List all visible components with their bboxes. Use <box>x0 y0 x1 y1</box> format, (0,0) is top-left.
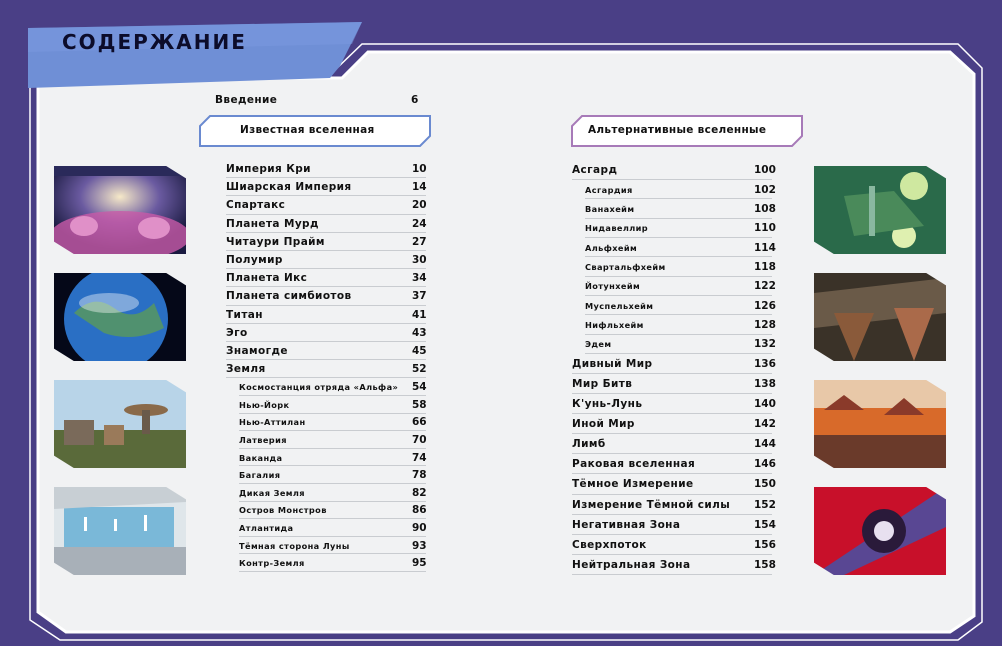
known-toc-entry[interactable] <box>226 324 436 342</box>
known-toc-entry[interactable] <box>226 178 436 196</box>
alt-toc-entry[interactable] <box>572 335 782 354</box>
known-universe-title: Известная вселенная <box>240 124 375 136</box>
known-universe-toc <box>226 160 436 580</box>
known-toc-entry[interactable] <box>226 378 436 396</box>
toc-entry-label: Латверия <box>239 434 287 445</box>
shiar-empire-thumbnail <box>54 273 186 361</box>
known-toc-entry[interactable] <box>226 466 436 484</box>
toc-entry-page: 126 <box>754 299 776 312</box>
intro-label: Введение <box>215 94 278 106</box>
known-toc-entry[interactable] <box>226 306 436 324</box>
alt-universes-toc <box>572 160 782 580</box>
toc-entry-page: 86 <box>412 504 427 517</box>
known-toc-entry[interactable] <box>226 484 436 502</box>
toc-entry-page: 24 <box>412 217 427 230</box>
alt-toc-entry[interactable] <box>572 374 782 394</box>
toc-entry-page: 95 <box>412 557 427 570</box>
alt-toc-entry[interactable] <box>572 555 782 575</box>
toc-entry-page: 152 <box>754 498 776 511</box>
toc-entry-label: Титан <box>226 308 263 321</box>
alt-toc-entry[interactable] <box>572 277 782 296</box>
toc-entry-label: Альфхейм <box>585 242 638 253</box>
toc-entry-page: 78 <box>412 469 427 482</box>
toc-entry-page: 52 <box>412 363 427 376</box>
toc-entry-label: Космостанция отряда «Альфа» <box>239 382 399 393</box>
toc-entry-page: 110 <box>754 222 776 235</box>
toc-entry-label: Ванахейм <box>585 204 635 215</box>
toc-entry-label: Планета симбиотов <box>226 290 352 303</box>
known-toc-entry[interactable] <box>226 502 436 520</box>
known-toc-entry[interactable] <box>226 287 436 305</box>
alt-toc-entry[interactable] <box>572 434 782 454</box>
toc-entry-page: 58 <box>412 398 427 411</box>
toc-entry-label: Нью-Аттилан <box>239 417 306 428</box>
toc-entry-page: 158 <box>754 558 776 571</box>
alt-toc-entry[interactable] <box>572 180 782 199</box>
known-toc-entry[interactable] <box>226 251 436 269</box>
toc-entry-label: Муспельхейм <box>585 300 654 311</box>
known-toc-entry[interactable] <box>226 342 436 360</box>
toc-entry-page: 30 <box>412 254 427 267</box>
toc-entry-page: 14 <box>412 181 427 194</box>
toc-entry-label: Планета Икс <box>226 272 308 285</box>
toc-entry-page: 156 <box>754 538 776 551</box>
toc-entry-page: 144 <box>754 438 776 451</box>
alt-toc-entry[interactable] <box>572 238 782 257</box>
toc-entry-page: 146 <box>754 458 776 471</box>
toc-entry-label: Тёмная сторона Луны <box>239 540 350 551</box>
toc-entry-label: Багалия <box>239 470 281 481</box>
toc-entry-label: Йотунхейм <box>585 281 641 292</box>
alt-toc-entry[interactable] <box>572 454 782 474</box>
alt-toc-entry[interactable] <box>572 394 782 414</box>
toc-entry-page: 150 <box>754 478 776 491</box>
toc-entry-label: Лимб <box>572 438 606 451</box>
toc-entry-page: 70 <box>412 433 427 446</box>
toc-entry-label: Планета Мурд <box>226 217 319 230</box>
toc-entry-page: 122 <box>754 280 776 293</box>
alt-universes-title: Альтернативные вселенные <box>588 124 767 136</box>
toc-entry-label: Остров Монстров <box>239 505 327 516</box>
toc-entry-page: 41 <box>412 308 427 321</box>
toc-entry-label: Полумир <box>226 254 283 267</box>
toc-entry-page: 108 <box>754 203 776 216</box>
toc-entry-label: Атлантида <box>239 522 294 533</box>
toc-entry-label: Дивный Мир <box>572 357 653 370</box>
alt-toc-entry[interactable] <box>572 219 782 238</box>
toc-entry-page: 82 <box>412 486 427 499</box>
toc-entry-label: Спартакс <box>226 199 286 212</box>
toc-entry-label: Земля <box>226 363 266 376</box>
toc-divider <box>572 574 772 575</box>
alt-toc-entry[interactable] <box>572 199 782 218</box>
toc-entry-page: 138 <box>754 377 776 390</box>
toc-entry-label: Асгард <box>572 164 618 177</box>
alt-toc-entry[interactable] <box>572 257 782 276</box>
alt-toc-entry[interactable] <box>572 354 782 374</box>
toc-entry-label: Нью-Йорк <box>239 399 290 410</box>
known-toc-entry[interactable] <box>226 215 436 233</box>
toc-entry-label: Негативная Зона <box>572 518 681 531</box>
toc-entry-label: Нейтральная Зона <box>572 558 691 571</box>
toc-entry-page: 102 <box>754 183 776 196</box>
toc-entry-label: Свартальфхейм <box>585 261 666 272</box>
alt-toc-entry[interactable] <box>572 160 782 180</box>
toc-entry-label: Нифльхейм <box>585 319 644 330</box>
toc-entry-label: Эго <box>226 326 248 339</box>
toc-entry-page: 43 <box>412 326 427 339</box>
toc-divider <box>239 571 426 572</box>
known-toc-entry[interactable] <box>226 414 436 432</box>
toc-entry-page: 114 <box>754 241 776 254</box>
known-toc-entry[interactable] <box>226 554 436 572</box>
toc-entry-label: Сверхпоток <box>572 538 647 551</box>
toc-entry-page: 118 <box>754 260 776 273</box>
toc-entry-label: Знамогде <box>226 345 288 358</box>
toc-entry-label: Империя Кри <box>226 163 311 176</box>
toc-entry-page: 90 <box>412 521 427 534</box>
toc-entry-label: Контр-Земля <box>239 558 305 569</box>
kunlun-thumbnail <box>814 380 946 468</box>
cancerverse-thumbnail <box>814 487 946 575</box>
toc-entry-page: 132 <box>754 338 776 351</box>
alt-toc-entry[interactable] <box>572 535 782 555</box>
known-toc-entry[interactable] <box>226 233 436 251</box>
toc-entry-label: Асгардия <box>585 184 633 195</box>
toc-entry-label: Мир Битв <box>572 377 633 390</box>
intro-page: 6 <box>411 94 419 106</box>
toc-entry-label: Нидавеллир <box>585 223 649 234</box>
planet-thumbnail-city <box>54 380 186 468</box>
alt-toc-entry[interactable] <box>572 474 782 494</box>
toc-entry-page: 54 <box>412 381 427 394</box>
toc-entry-page: 93 <box>412 539 427 552</box>
known-toc-entry[interactable] <box>226 160 436 178</box>
toc-entry-page: 27 <box>412 235 427 248</box>
known-toc-entry[interactable] <box>226 431 436 449</box>
toc-entry-page: 154 <box>754 518 776 531</box>
toc-entry-label: Измерение Тёмной силы <box>572 498 731 511</box>
known-toc-entry[interactable] <box>226 449 436 467</box>
toc-entry-label: Шиарская Империя <box>226 181 352 194</box>
toc-entry-page: 45 <box>412 345 427 358</box>
known-toc-entry[interactable] <box>226 519 436 537</box>
alt-toc-entry[interactable] <box>572 315 782 334</box>
vanaheim-thumbnail <box>814 273 946 361</box>
toc-entry-label: Эдем <box>585 339 612 350</box>
toc-entry-page: 74 <box>412 451 427 464</box>
toc-entry-label: Тёмное Измерение <box>572 478 694 491</box>
toc-entry-label: К'унь-Лунь <box>572 398 643 411</box>
asgard-thumbnail <box>814 166 946 254</box>
alt-toc-entry[interactable] <box>572 515 782 535</box>
kree-empire-thumbnail <box>54 166 186 254</box>
alt-toc-entry[interactable] <box>572 495 782 515</box>
known-toc-entry[interactable] <box>226 269 436 287</box>
page-title: СОДЕРЖАНИЕ <box>62 30 247 54</box>
toc-entry-label: Дикая Земля <box>239 487 305 498</box>
toc-entry-page: 34 <box>412 272 427 285</box>
toc-entry-page: 10 <box>412 163 427 176</box>
toc-entry-page: 136 <box>754 357 776 370</box>
alt-toc-entry[interactable] <box>572 296 782 315</box>
known-toc-entry[interactable] <box>226 360 436 378</box>
toc-entry-page: 128 <box>754 318 776 331</box>
toc-entry-page: 142 <box>754 418 776 431</box>
intro-entry[interactable] <box>215 94 419 106</box>
toc-entry-page: 20 <box>412 199 427 212</box>
known-toc-entry[interactable] <box>226 396 436 414</box>
known-toc-entry[interactable] <box>226 196 436 214</box>
toc-entry-label: Читаури Прайм <box>226 235 325 248</box>
toc-entry-label: Ваканда <box>239 452 283 463</box>
toc-entry-label: Иной Мир <box>572 418 635 431</box>
toc-entry-page: 37 <box>412 290 427 303</box>
known-toc-entry[interactable] <box>226 537 436 555</box>
alt-toc-entry[interactable] <box>572 414 782 434</box>
toc-entry-label: Раковая вселенная <box>572 458 696 471</box>
toc-entry-page: 140 <box>754 398 776 411</box>
planet-thumbnail-pools <box>54 487 186 575</box>
toc-entry-page: 66 <box>412 416 427 429</box>
toc-entry-page: 100 <box>754 164 776 177</box>
